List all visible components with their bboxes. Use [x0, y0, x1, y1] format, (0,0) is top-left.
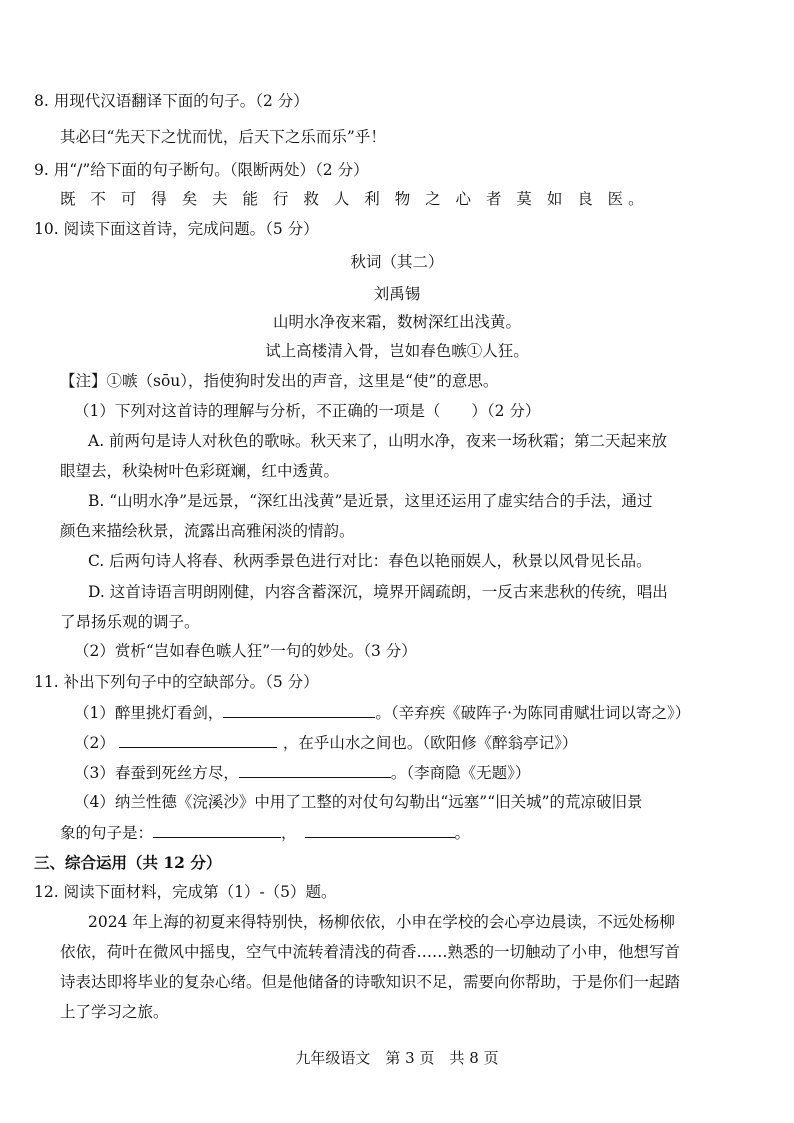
q11-item4-prefix: 象的句子是： [60, 824, 154, 842]
poem-title: 秋词（其二） [350, 253, 444, 271]
page-footer: 九年级语文 第 3 页 共 8 页 [295, 1049, 499, 1067]
q12-stem: 12. 阅读下面材料，完成第（1）-（5）题。 [34, 883, 337, 901]
q12-paragraph-line3: 诗表达即将毕业的复杂心绪。但是他储备的诗歌知识不足，需要向你帮助，于是你们一起踏 [60, 973, 681, 991]
option-b-line1: B. “山明水净”是远景，“深红出浅黄”是近景，这里还运用了虚实结合的手法，通过 [88, 492, 653, 510]
q11-item2-prefix: （2） [74, 734, 115, 752]
q11-item4-suffix: 。 [454, 824, 471, 842]
answer-blank-4[interactable] [153, 823, 281, 838]
q8-sentence: 其必曰“先天下之忧而忧，后天下之乐而乐”乎！ [60, 128, 386, 146]
q11-item1-prefix: （1）醉里挑灯看剑， [74, 704, 224, 722]
option-b-line2: 颜色来描绘秋景，流露出高雅闲淡的情韵。 [60, 522, 355, 540]
poem-line-1: 山明水净夜来霜，数树深红出浅黄。 [272, 313, 521, 331]
q11-item2-suffix: ，在乎山水之间也。（欧阳修《醉翁亭记》） [282, 734, 578, 752]
section-3-title: 三、综合运用（共 12 分） [34, 853, 222, 872]
q10-sub2: （2）赏析“岂如春色嗾人狂”一句的妙处。（3 分） [74, 642, 417, 660]
q11-item4-line2 [60, 823, 470, 843]
answer-blank-1[interactable] [223, 703, 375, 718]
q10-sub1: （1）下列对这首诗的理解与分析，不正确的一项是（ ）（2 分） [74, 402, 541, 420]
q10-stem: 10. 阅读下面这首诗，完成问题。（5 分） [34, 220, 319, 238]
q11-item1-suffix: 。（辛弃疾《破阵子·为陈同甫赋壮词以寄之》） [375, 704, 691, 722]
q8-stem: 8. 用现代汉语翻译下面的句子。（2 分） [34, 92, 309, 110]
q11-item3-prefix: （3）春蚕到死丝方尽， [74, 764, 239, 782]
q11-item3 [74, 763, 530, 783]
q11-item2 [74, 733, 577, 753]
q11-item1 [74, 703, 690, 723]
option-c: C. 后两句诗人将春、秋两季景色进行对比：春色以艳丽娱人，秋景以风骨见长品。 [88, 552, 652, 570]
option-a-line1: A. 前两句是诗人对秋色的歌咏。秋天来了，山明水净，夜来一场秋霜；第二天起来放 [88, 432, 668, 450]
q11-item3-suffix: 。（李商隐《无题》） [390, 764, 531, 782]
option-d-line1: D. 这首诗语言明朗刚健，内容含蓄深沉，境界开阔疏朗，一反古来悲秋的传统，唱出 [88, 583, 668, 601]
poem-note: 【注】①嗾（sōu），指使狗时发出的声音，这里是“使”的意思。 [60, 372, 499, 390]
q12-paragraph-line2: 依依，荷叶在微风中摇曳，空气中流转着清浅的荷香……熟悉的一切触动了小申，他想写首 [60, 943, 681, 961]
poem-author: 刘禹锡 [373, 285, 421, 303]
q11-stem: 11. 补出下列句子中的空缺部分。（5 分） [34, 673, 319, 691]
q9-sentence: 既 不 可 得 矣 夫 能 行 救 人 利 物 之 心 者 莫 如 良 医。 [60, 190, 649, 208]
q12-paragraph-line4: 上了学习之旅。 [60, 1003, 169, 1021]
poem-line-2: 试上高楼清入骨，岂如春色嗾①人狂。 [265, 342, 529, 360]
answer-blank-5[interactable] [305, 823, 455, 838]
answer-blank-3[interactable] [239, 763, 391, 778]
option-d-line2: 了昂扬乐观的调子。 [60, 613, 200, 631]
q9-stem: 9. 用“/”给下面的句子断句。（限断两处）（2 分） [34, 161, 369, 179]
option-a-line2: 眼望去，秋染树叶色彩斑斓，红中透黄。 [60, 462, 340, 480]
q11-item4-separator: ， [281, 824, 297, 842]
answer-blank-2[interactable] [119, 733, 277, 748]
q12-paragraph-line1: 2024 年上海的初夏来得特别快，杨柳依依，小申在学校的会心亭边晨读，不远处杨柳 [88, 913, 675, 931]
q11-item4-line1: （4）纳兰性德《浣溪沙》中用了工整的对仗句勾勒出“远塞”“旧关城”的荒凉破旧景 [74, 793, 643, 811]
